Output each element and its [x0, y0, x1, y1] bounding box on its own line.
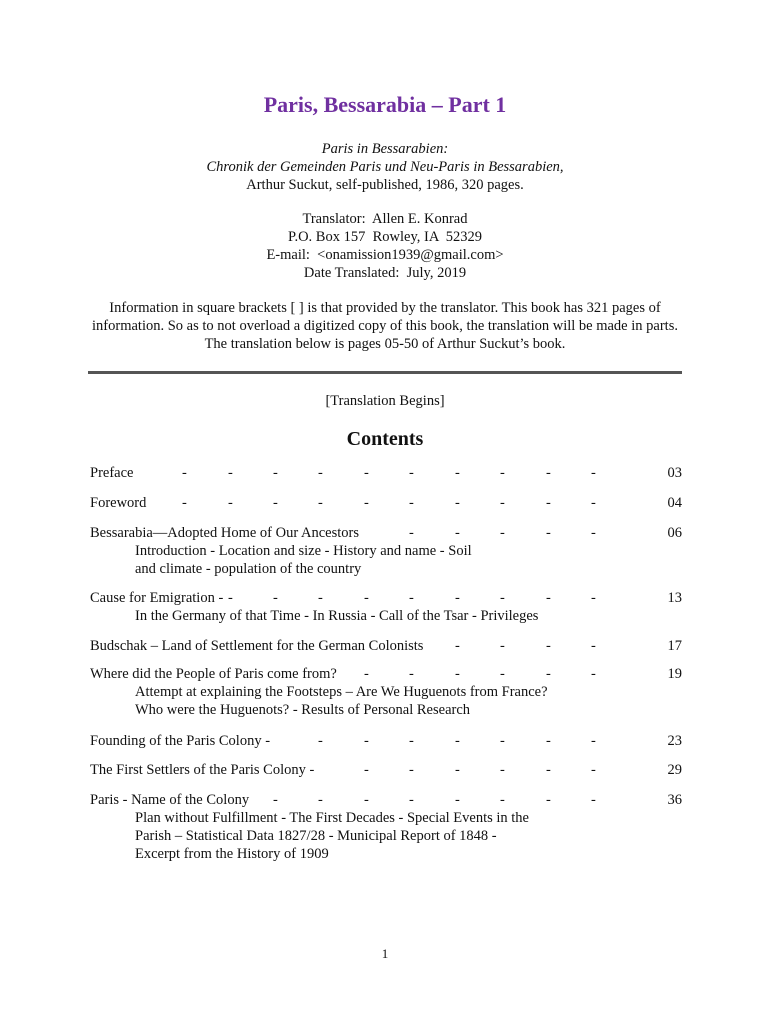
toc-leader-dash: - [318, 465, 323, 481]
toc-entry-subtopics: Excerpt from the History of 1909 [135, 846, 329, 862]
toc-entry [90, 732, 682, 750]
toc-entry [90, 665, 682, 719]
toc-leader-dash: - [228, 495, 233, 511]
toc-entry-line [90, 494, 682, 512]
toc-leader-dash: - [455, 465, 460, 481]
toc-leader-dash: - [409, 666, 414, 682]
translator-info [0, 210, 770, 282]
toc-entry-page: 06 [667, 525, 682, 541]
toc-entry-page: 17 [667, 638, 682, 654]
toc-leader-dash: - [364, 666, 369, 682]
toc-leader-dash: - [546, 590, 551, 606]
toc-entry-title: Founding of the Paris Colony - [90, 733, 271, 749]
toc-entry-line [90, 464, 682, 482]
toc-entry-subtopics: Who were the Huguenots? - Results of Personal Research [135, 702, 471, 718]
toc-leader-dash: - [409, 465, 414, 481]
toc-leader-dash: - [591, 525, 596, 541]
toc-leader-dash: - [228, 465, 233, 481]
toc-leader-dash: - [500, 666, 505, 682]
toc-entry [90, 464, 682, 482]
toc-entry-subtopics: and climate - population of the country [135, 561, 362, 577]
toc-leader-dash: - [546, 638, 551, 654]
toc-entry-title: Budschak – Land of Settlement for the German Colonists [90, 638, 424, 654]
toc-leader-dash: - [273, 792, 278, 808]
toc-leader-dash: - [500, 590, 505, 606]
source-author-line: Arthur Suckut, self-published, 1986, 320 pages. [246, 177, 524, 193]
toc-leader-dash: - [500, 733, 505, 749]
toc-entry-line [90, 589, 682, 607]
toc-entry-title: The First Settlers of the Paris Colony - [90, 762, 315, 778]
toc-entry-page: 04 [667, 495, 682, 511]
toc-entry-line [90, 732, 682, 750]
toc-entry-line [90, 665, 682, 683]
toc-leader-dash: - [273, 495, 278, 511]
toc-leader-dash: - [546, 525, 551, 541]
toc-leader-dash: - [409, 762, 414, 778]
toc-entry-line [90, 524, 682, 542]
toc-leader-dash: - [500, 465, 505, 481]
toc-entry-line [90, 761, 682, 779]
toc-entry [90, 761, 682, 779]
toc-leader-dash: - [364, 590, 369, 606]
translation-date: Date Translated: July, 2019 [303, 265, 467, 281]
toc-leader-dash: - [409, 733, 414, 749]
toc-entry-title: Foreword [90, 495, 147, 511]
toc-leader-dash: - [546, 733, 551, 749]
toc-leader-dash: - [546, 762, 551, 778]
toc-leader-dash: - [455, 762, 460, 778]
translator-email: E-mail: <onamission1939@gmail.com> [266, 247, 504, 263]
toc-leader-dash: - [318, 495, 323, 511]
toc-leader-dash: - [591, 638, 596, 654]
toc-leader-dash: - [364, 495, 369, 511]
toc-leader-dash: - [546, 495, 551, 511]
toc-leader-dash: - [591, 465, 596, 481]
toc-leader-dash: - [500, 495, 505, 511]
toc-entry-subtopics: Plan without Fulfillment - The First Decades - Special Events in the [135, 810, 529, 826]
toc-leader-dash: - [409, 495, 414, 511]
toc-entry-page: 36 [667, 792, 682, 808]
document-title: Paris, Bessarabia – Part 1 [263, 92, 507, 117]
toc-leader-dash: - [228, 590, 233, 606]
toc-entry-title: Paris - Name of the Colony [90, 792, 250, 808]
toc-leader-dash: - [546, 465, 551, 481]
toc-entry [90, 637, 682, 655]
info-paragraph: Information in square brackets [ ] is that provided by the translator. This book has 321 pages of information. So as to not overload a digitized copy of this book, the translation will be made in parts. The translation below is pages 05-50 of Arthur Suckut’s book. [92, 300, 678, 352]
toc-leader-dash: - [364, 762, 369, 778]
toc-entry-title: Cause for Emigration - [90, 590, 224, 606]
toc-entry-title: Where did the People of Paris come from? [90, 666, 337, 682]
source-citation [0, 140, 770, 194]
toc-leader-dash: - [500, 762, 505, 778]
toc-leader-dash: - [409, 525, 414, 541]
toc-leader-dash: - [364, 465, 369, 481]
toc-entry [90, 494, 682, 512]
toc-leader-dash: - [318, 792, 323, 808]
toc-leader-dash: - [409, 590, 414, 606]
toc-leader-dash: - [455, 638, 460, 654]
toc-entry-title: Preface [90, 465, 134, 481]
source-title-line: Paris in Bessarabien: [321, 141, 449, 157]
toc-entry-page: 03 [667, 465, 682, 481]
toc-leader-dash: - [182, 495, 187, 511]
toc-entry [90, 589, 682, 625]
toc-leader-dash: - [500, 525, 505, 541]
toc-leader-dash: - [546, 666, 551, 682]
toc-leader-dash: - [455, 495, 460, 511]
toc-leader-dash: - [591, 762, 596, 778]
toc-leader-dash: - [455, 666, 460, 682]
toc-leader-dash: - [273, 590, 278, 606]
toc-entry [90, 791, 682, 863]
translator-address: P.O. Box 157 Rowley, IA 52329 [287, 229, 482, 245]
toc-entry-page: 23 [667, 733, 682, 749]
toc-entry-page: 29 [667, 762, 682, 778]
toc-leader-dash: - [455, 590, 460, 606]
page-number: 1 [381, 946, 389, 961]
translation-begins-note: [Translation Begins] [325, 393, 445, 409]
toc-leader-dash: - [182, 465, 187, 481]
toc-entry-page: 13 [667, 590, 682, 606]
contents-heading: Contents [346, 428, 424, 450]
toc-leader-dash: - [318, 590, 323, 606]
toc-leader-dash: - [273, 465, 278, 481]
toc-leader-dash: - [455, 792, 460, 808]
toc-leader-dash: - [591, 590, 596, 606]
toc-leader-dash: - [364, 733, 369, 749]
toc-leader-dash: - [409, 792, 414, 808]
translator-name: Translator: Allen E. Konrad [302, 211, 468, 227]
toc-leader-dash: - [591, 733, 596, 749]
toc-entry-subtopics: Parish – Statistical Data 1827/28 - Municipal Report of 1848 - [135, 828, 497, 844]
toc-entry-line [90, 637, 682, 655]
horizontal-rule [88, 371, 682, 374]
toc-entry [90, 524, 682, 578]
toc-leader-dash: - [364, 792, 369, 808]
toc-leader-dash: - [455, 525, 460, 541]
toc-entry-page: 19 [667, 666, 682, 682]
toc-leader-dash: - [546, 792, 551, 808]
toc-leader-dash: - [500, 792, 505, 808]
toc-leader-dash: - [500, 638, 505, 654]
source-subtitle-line: Chronik der Gemeinden Paris und Neu-Paris in Bessarabien, [206, 159, 564, 175]
toc-leader-dash: - [591, 666, 596, 682]
toc-entry-title: Bessarabia—Adopted Home of Our Ancestors [90, 525, 359, 541]
toc-leader-dash: - [455, 733, 460, 749]
toc-leader-dash: - [591, 495, 596, 511]
toc-leader-dash: - [591, 792, 596, 808]
toc-leader-dash: - [318, 733, 323, 749]
toc-entry-subtopics: Introduction - Location and size - History and name - Soil [135, 543, 472, 559]
toc-entry-subtopics: In the Germany of that Time - In Russia - Call of the Tsar - Privileges [135, 608, 539, 624]
toc-entry-subtopics: Attempt at explaining the Footsteps – Are We Huguenots from France? [135, 684, 548, 700]
toc-entry-line [90, 791, 682, 809]
